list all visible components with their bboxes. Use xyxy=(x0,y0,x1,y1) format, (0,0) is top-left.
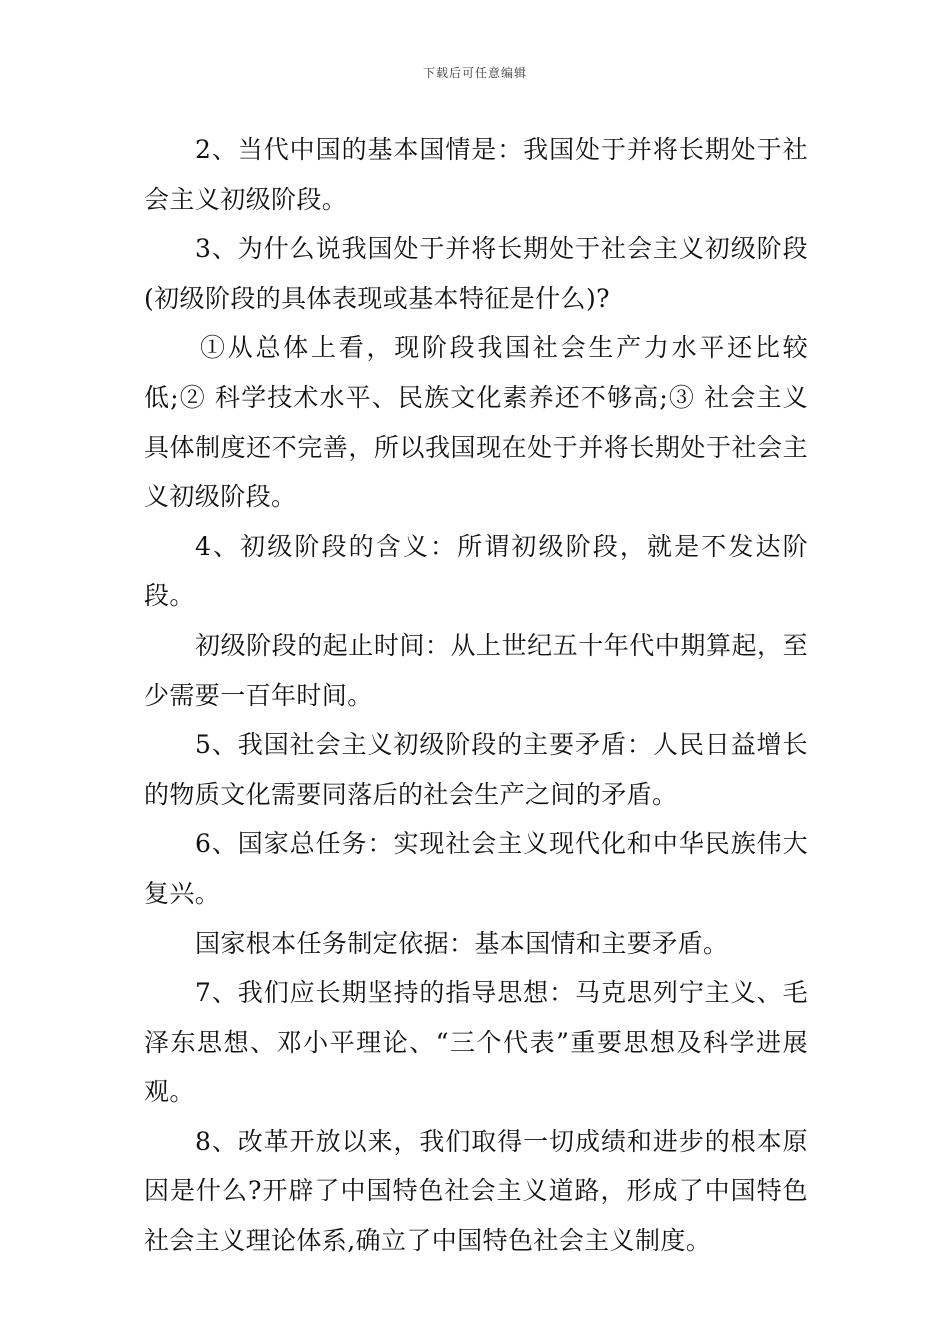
paragraph-reform-achievements: 8、改革开放以来，我们取得一切成绩和进步的根本原因是什么?开辟了中国特色社会主义道路，形成了中国特色社会主义理论体系,确立了中国特色社会主义制度。 xyxy=(144,1126,808,1256)
paragraph-task-basis: 国家根本任务制定依据：基本国情和主要矛盾。 xyxy=(195,928,729,958)
paragraph-primary-stage-meaning: 4、初级阶段的含义：所谓初级阶段，就是不发达阶段。 xyxy=(144,531,808,611)
document-body xyxy=(144,125,808,1266)
paragraph-why-primary-stage: 3、为什么说我国处于并将长期处于社会主义初级阶段(初级阶段的具体表现或基本特征是什么)? xyxy=(144,234,808,313)
header-note: 下载后可任意编辑 xyxy=(422,66,527,80)
paragraph-guiding-thought: 7、我们应长期坚持的指导思想：马克思列宁主义、毛泽东思想、邓小平理论、“三个代表”重要思想及科学进展观。 xyxy=(144,978,808,1107)
paragraph-main-contradiction: 5、我国社会主义初级阶段的主要矛盾：人民日益增长的物质文化需要同落后的社会生产之间的矛盾。 xyxy=(144,730,808,809)
paragraph-national-task: 6、国家总任务：实现社会主义现代化和中华民族伟大复兴。 xyxy=(144,829,808,908)
paragraph-primary-stage-features: ①从总体上看，现阶段我国社会生产力水平还比较低;② 科学技术水平、民族文化素养还不够高;③ 社会主义具体制度还不完善，所以我国现在处于并将长期处于社会主义初级阶段。 xyxy=(144,333,808,512)
paragraph-primary-stage-duration: 初级阶段的起止时间：从上世纪五十年代中期算起，至少需要一百年时间。 xyxy=(144,630,808,710)
paragraph-basic-national-condition: 2、当代中国的基本国情是：我国处于并将长期处于社会主义初级阶段。 xyxy=(144,135,808,214)
